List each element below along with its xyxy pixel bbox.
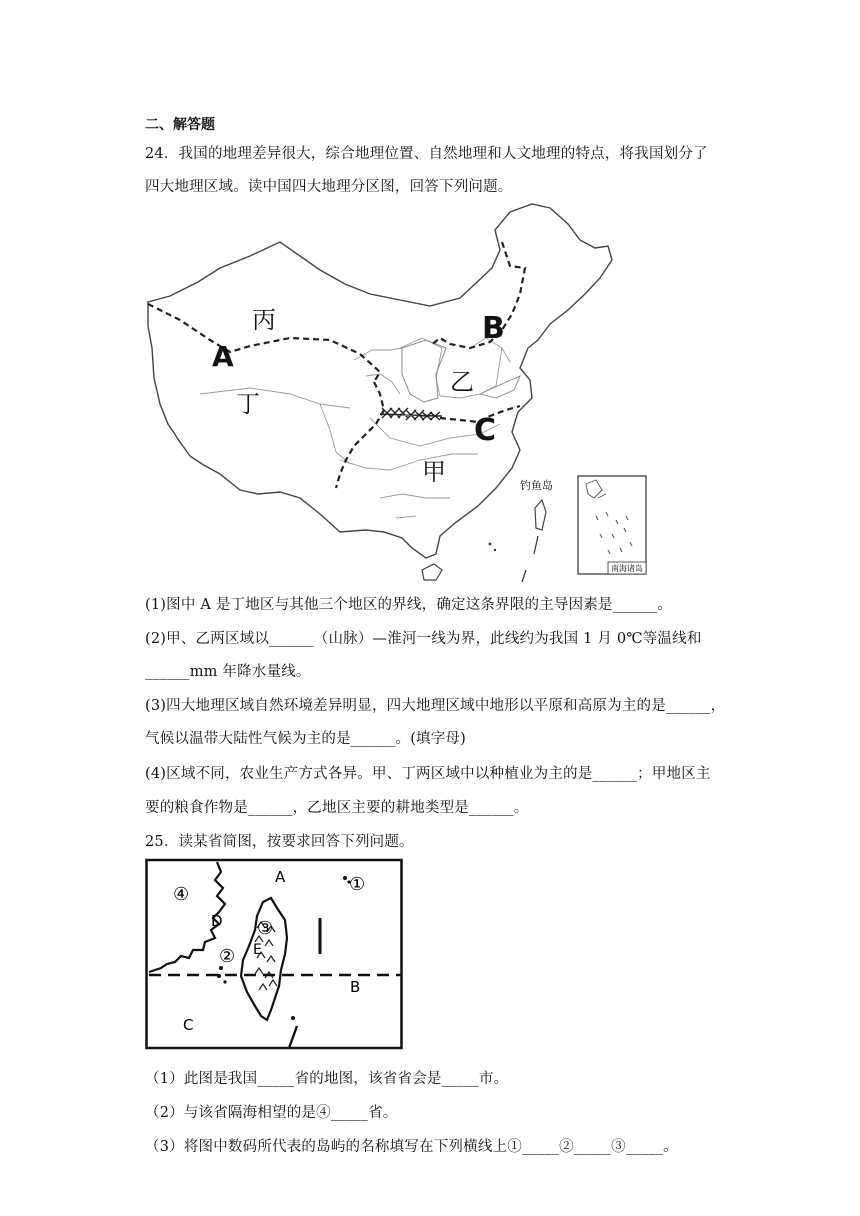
- label-jia: 甲: [422, 458, 446, 486]
- q24-intro-line2: 四大地理区域。读中国四大地理分区图，回答下列问题。: [145, 179, 513, 195]
- q24-sub3-line2: 气候以温带大陆性气候为主的是______。(填字母): [145, 731, 467, 747]
- label-n3: ③: [257, 918, 274, 939]
- label-n4: ④: [173, 884, 190, 905]
- label-C: C: [183, 1016, 194, 1034]
- q24-sub2-line1: (2)甲、乙两区域以______（山脉）—淮河一线为界，此线约为我国 1 月 0℃等温线和: [145, 631, 702, 647]
- taiwan-island: [535, 500, 546, 530]
- label-B: B: [350, 978, 361, 996]
- china-regions-map: [140, 198, 660, 583]
- q24-intro-line1: 24．我国的地理差异很大，综合地理位置、自然地理和人文地理的特点，将我国划分了: [145, 146, 708, 162]
- label-A: A: [275, 868, 286, 886]
- province-map: [145, 858, 405, 1050]
- q24-sub2-line2: ______mm 年降水量线。: [145, 664, 311, 680]
- label-n1: ①: [349, 874, 366, 895]
- label-C: C: [474, 413, 497, 448]
- label-bing: 丙: [252, 306, 276, 334]
- label-B: B: [482, 311, 505, 346]
- label-ding: 丁: [236, 390, 260, 418]
- q24-sub1: (1)图中 A 是丁地区与其他三个地区的界线，确定这条界限的主导因素是______。: [145, 597, 673, 613]
- hainan-island: [422, 564, 442, 580]
- q24-sub3-line1: (3)四大地理区域自然环境差异明显，四大地理区域中地形以平原和高原为主的是______，: [145, 698, 726, 714]
- label-diaoyu: 钓鱼岛: [520, 479, 553, 492]
- q25-sub3: （3）将图中数码所代表的岛屿的名称填写在下列横线上①_____②_____③_____。: [145, 1139, 678, 1155]
- q24-sub4-line1: (4)区域不同，农业生产方式各异。甲、丁两区域中以种植业为主的是______；甲地区主: [145, 766, 711, 782]
- q24-sub4-line2: 要的粮食作物是______，乙地区主要的耕地类型是______。: [145, 800, 529, 816]
- label-D: D: [211, 912, 223, 930]
- section-title: 二、解答题: [145, 117, 215, 133]
- label-yi: 乙: [450, 368, 474, 396]
- label-n2: ②: [219, 946, 236, 967]
- inset-frame: [578, 476, 646, 574]
- q25-sub2: （2）与该省隔海相望的是④_____省。: [145, 1105, 398, 1121]
- q25-sub1: （1）此图是我国_____省的地图，该省省会是_____市。: [145, 1071, 509, 1087]
- label-A: A: [212, 340, 234, 373]
- inset-label: 南海诸岛: [611, 564, 643, 573]
- label-E: E: [253, 942, 262, 958]
- q25-intro: 25．读某省简图，按要求回答下列问题。: [145, 834, 414, 850]
